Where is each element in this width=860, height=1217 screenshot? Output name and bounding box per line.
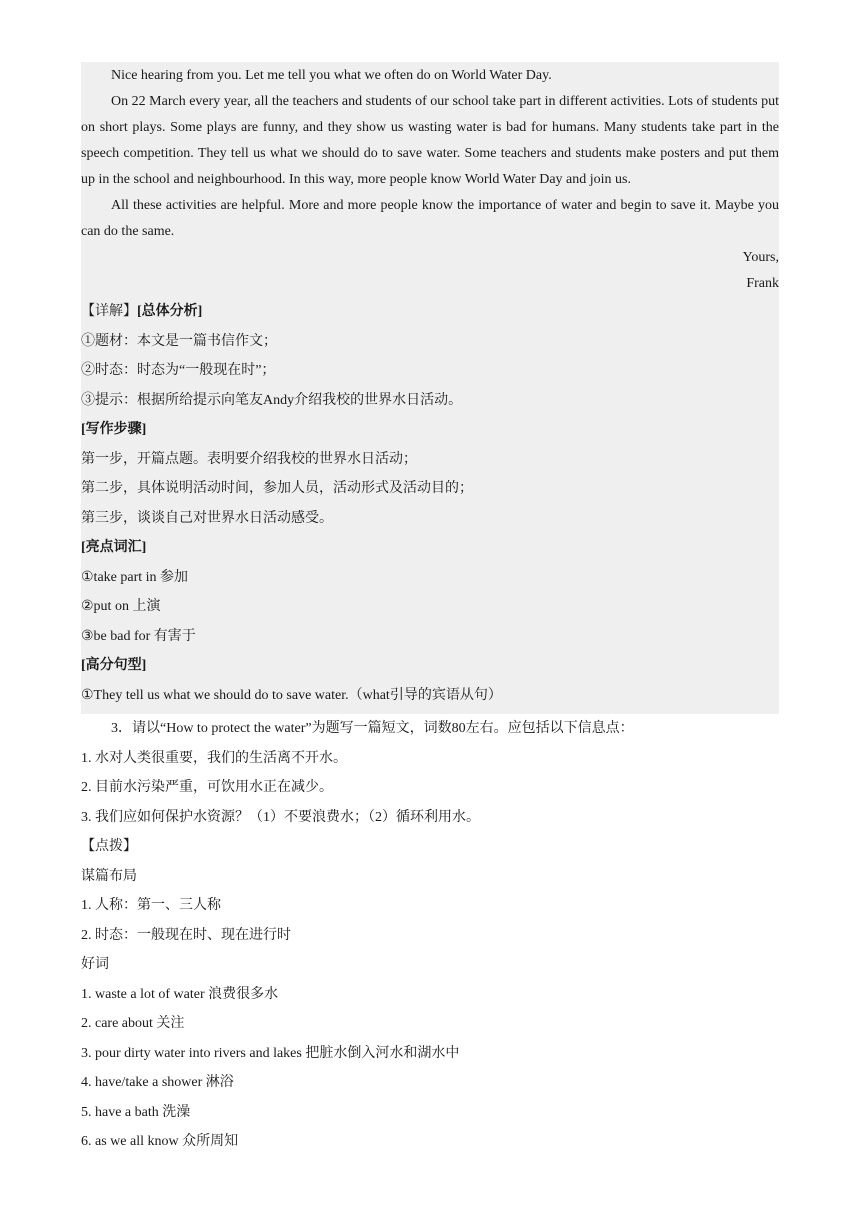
answer-block [81, 62, 779, 714]
task-point: 1. 水对人类很重要，我们的生活离不开水。 [81, 750, 347, 766]
step-item: 第二步，具体说明活动时间，参加人员，活动形式及活动目的； [81, 481, 473, 496]
step-item: 第三步，谈谈自己对世界水日活动感受。 [81, 510, 333, 526]
sample-letter [81, 62, 779, 297]
sentence-heading: [高分句型] [81, 658, 147, 673]
overall-analysis-label: [总体分析] [137, 304, 203, 319]
tip-heading: 【点拨】 [81, 839, 137, 854]
detail-bracket-label: 【详解】 [81, 304, 137, 319]
task-point: 2. 目前水污染严重，可饮用水正在减少。 [81, 780, 333, 795]
task-point: 3. 我们应如何保护水资源？（1）不要浪费水；（2）循环利用水。 [81, 809, 480, 825]
analysis-section [81, 297, 779, 714]
words-heading: 好词 [81, 957, 109, 972]
letter-paragraph-3: All these activities are helpful. More and more people know the importance of water and begin to save it. Maybe you can do the same. [81, 198, 779, 239]
letter-signature: Frank [746, 276, 779, 291]
analysis-item: ②时态：时态为“一般现在时”； [81, 363, 276, 378]
analysis-item: ①题材：本文是一篇书信作文； [81, 333, 277, 349]
layout-item: 2. 时态：一般现在时、现在进行时 [81, 927, 291, 943]
sentence-item: ①They tell us what we should do to save water.（what引导的宾语从句） [81, 687, 502, 703]
letter-paragraph-1: Nice hearing from you. Let me tell you what we often do on World Water Day. [111, 68, 552, 83]
task-prompt: 3．请以“How to protect the water”为题写一篇短文，词数80左右。应包括以下信息点： [111, 721, 634, 736]
analysis-heading [81, 297, 779, 327]
word-item: 5. have a bath 洗澡 [81, 1104, 191, 1120]
layout-item: 1. 人称：第一、三人称 [81, 898, 221, 913]
letter-paragraph-2: On 22 March every year, all the teachers and students of our school take part in different activities. Lots of students put on short plays. Some plays are funny, and they show us wasting water is bad for humans. Many students take part in the speech competition. They tell us what we should do to save water. Some teachers and students make posters and put them up in the school and neighbourhood. In this way, more people know World Water Day and join us. [81, 94, 779, 187]
step-item: 第一步，开篇点题。表明要介绍我校的世界水日活动； [81, 451, 417, 467]
layout-heading: 谋篇布局 [81, 868, 137, 884]
analysis-item: ③提示：根据所给提示向笔友Andy介绍我校的世界水日活动。 [81, 392, 463, 408]
word-item: 1. waste a lot of water 浪费很多水 [81, 986, 279, 1002]
vocab-item: ②put on 上演 [81, 599, 161, 614]
word-item: 6. as we all know 众所周知 [81, 1134, 239, 1149]
task-section [81, 714, 779, 1157]
word-item: 3. pour dirty water into rivers and lakes 把脏水倒入河水和湖水中 [81, 1045, 460, 1061]
steps-heading: [写作步骤] [81, 422, 147, 437]
vocab-item: ③be bad for 有害于 [81, 628, 196, 644]
vocab-item: ①take part in 参加 [81, 569, 189, 585]
vocab-heading: [亮点词汇] [81, 540, 147, 555]
document-page [81, 62, 779, 1157]
word-item: 4. have/take a shower 淋浴 [81, 1075, 234, 1090]
word-item: 2. care about 关注 [81, 1016, 185, 1031]
letter-closing: Yours, [742, 250, 779, 265]
